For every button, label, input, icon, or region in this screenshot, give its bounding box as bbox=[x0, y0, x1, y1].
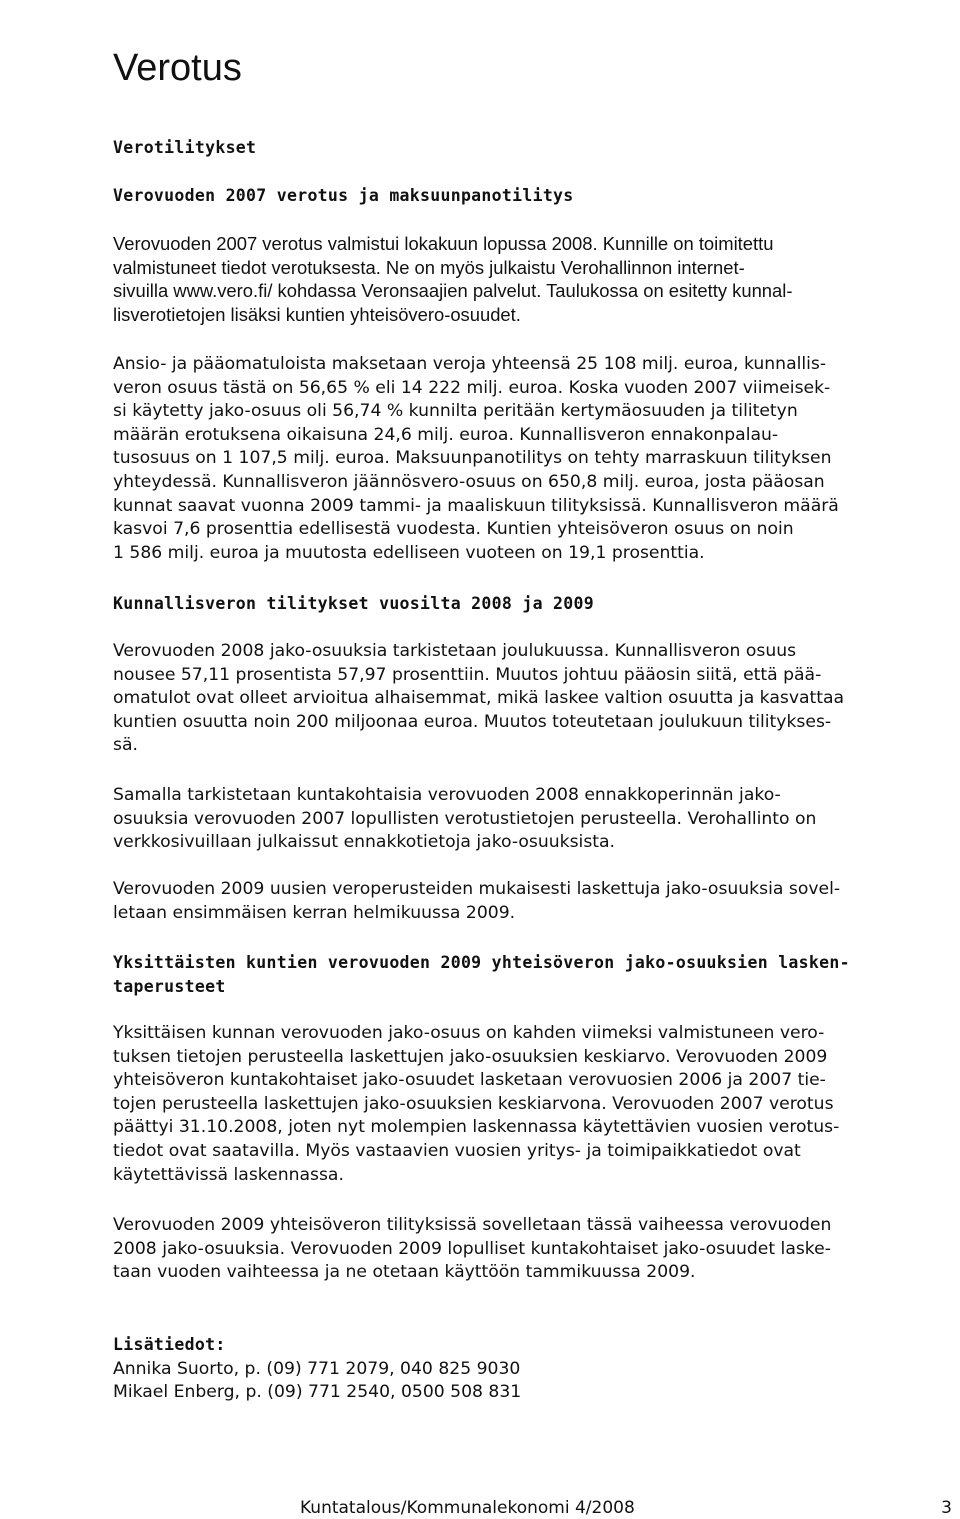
text-line: nousee 57,11 prosentista 57,97 prosenttiin. Muutos johtuu pääosin siitä, että pää- bbox=[113, 664, 822, 685]
text-line: tiedot ovat saatavilla. Myös vastaavien vuosien yritys- ja toimipaikkatiedot ovat bbox=[113, 1140, 801, 1161]
section1-paragraph-1 bbox=[113, 232, 951, 326]
section-label: Verotilitykset bbox=[113, 138, 257, 157]
text-line: tuksen tietojen perusteella laskettujen jako-osuuksien keskiarvo. Verovuoden 2009 bbox=[113, 1046, 828, 1067]
text-line: 2008 jako-osuuksia. Verovuoden 2009 lopulliset kuntakohtaiset jako-osuudet laske- bbox=[113, 1238, 831, 1259]
text-line: Ansio- ja pääomatuloista maksetaan veroja yhteensä 25 108 milj. euroa, kunnallis- bbox=[113, 354, 827, 374]
section1-paragraph-2 bbox=[113, 353, 951, 565]
text-line: taan vuoden vaihteessa ja ne otetaan käyttöön tammikuussa 2009. bbox=[113, 1262, 696, 1283]
publication-name: Kuntatalous/Kommunalekonomi 4/2008 bbox=[300, 1498, 635, 1518]
text-line: si käytetty jako-osuus oli 56,74 % kunnilta peritään kertymäosuuden ja tilitetyn bbox=[113, 401, 798, 422]
text-line: kunnat saavat vuonna 2009 tammi- ja maaliskuun tilityksissä. Kunnallisveron määrä bbox=[113, 495, 839, 516]
text-line: yhteisöveron kuntakohtaiset jako-osuudet lasketaan verovuosien 2006 ja 2007 tie- bbox=[113, 1070, 826, 1091]
text-line: kuntien osuutta noin 200 miljoonaa euroa. Muutos toteutetaan joulukuun tilitykses- bbox=[113, 711, 832, 732]
heading-line: Yksittäisten kuntien verovuoden 2009 yhteisöveron jako-osuuksien lasken- bbox=[113, 953, 850, 972]
text-line: kasvoi 7,6 prosenttia edellisestä vuodesta. Kuntien yhteisöveron osuus on noin bbox=[113, 519, 794, 540]
text-line: tojen perusteella laskettujen jako-osuuksien keskiarvona. Verovuoden 2007 verotus bbox=[113, 1093, 834, 1114]
page-title: Verotus bbox=[113, 47, 242, 89]
text-line: Verovuoden 2008 jako-osuuksia tarkistetaan joulukuussa. Kunnallisveron osuus bbox=[113, 641, 797, 661]
section1-heading: Verovuoden 2007 verotus ja maksuunpanotilitys bbox=[113, 186, 574, 205]
text-line: osuuksia verovuoden 2007 lopullisten verotustietojen perusteella. Verohallinto on bbox=[113, 808, 817, 829]
text-line: sä. bbox=[113, 735, 138, 756]
section2-paragraph-2 bbox=[113, 784, 951, 855]
section2-paragraph-3 bbox=[113, 878, 951, 925]
contact-person: Annika Suorto, p. (09) 771 2079, 040 825 9030 bbox=[113, 1358, 521, 1379]
text-line: Yksittäisen kunnan verovuoden jako-osuus on kahden viimeksi valmistuneen vero- bbox=[113, 1023, 825, 1043]
contact-info bbox=[113, 1333, 521, 1405]
text-line: Verovuoden 2009 uusien veroperusteiden mukaisesti laskettuja jako-osuuksia sovel- bbox=[113, 879, 841, 899]
text-line: omatulot ovat olleet arvioitua alhaisemmat, mikä laskee valtion osuutta ja kasvattaa bbox=[113, 688, 845, 709]
text-line: veron osuus tästä on 56,65 % eli 14 222 milj. euroa. Koska vuoden 2007 viimeisek- bbox=[113, 377, 831, 398]
contact-person: Mikael Enberg, p. (09) 771 2540, 0500 508 831 bbox=[113, 1382, 522, 1403]
section3-paragraph-2 bbox=[113, 1214, 951, 1285]
text-line: Verovuoden 2009 yhteisöveron tilityksissä sovelletaan tässä vaiheessa verovuoden bbox=[113, 1215, 832, 1235]
text-line: letaan ensimmäisen kerran helmikuussa 2009. bbox=[113, 902, 516, 923]
text-line: sivuilla www.vero.fi/ kohdassa Veronsaajien palvelut. Taulukossa on esitetty kunnal- bbox=[113, 280, 793, 302]
text-line: päättyi 31.10.2008, joten nyt molempien laskennassa käytettävien vuosien verotus- bbox=[113, 1117, 840, 1138]
section2-heading: Kunnallisveron tilitykset vuosilta 2008 ja 2009 bbox=[113, 594, 594, 613]
text-line: lisverotietojen lisäksi kuntien yhteisövero-osuudet. bbox=[113, 303, 521, 325]
section3-paragraph-1 bbox=[113, 1022, 951, 1187]
contact-label: Lisätiedot: bbox=[113, 1335, 226, 1354]
text-line: käytettävissä laskennassa. bbox=[113, 1164, 344, 1185]
text-line: Verovuoden 2007 verotus valmistui lokakuun lopussa 2008. Kunnille on toimitettu bbox=[113, 233, 774, 254]
text-line: tusosuus on 1 107,5 milj. euroa. Maksuunpanotilitys on tehty marraskuun tilityksen bbox=[113, 448, 832, 469]
text-line: määrän erotuksena oikaisuna 24,6 milj. euroa. Kunnallisveron ennakonpalau- bbox=[113, 424, 779, 445]
text-line: 1 586 milj. euroa ja muutosta edelliseen vuoteen on 19,1 prosenttia. bbox=[113, 542, 705, 563]
text-line: Samalla tarkistetaan kuntakohtaisia verovuoden 2008 ennakkoperinnän jako- bbox=[113, 785, 781, 805]
text-line: verkkosivuillaan julkaissut ennakkotietoja jako-osuuksista. bbox=[113, 832, 616, 853]
section3-heading bbox=[113, 951, 951, 999]
page-number: 3 bbox=[941, 1498, 952, 1518]
text-line: valmistuneet tiedot verotuksesta. Ne on myös julkaistu Verohallinnon internet- bbox=[113, 256, 745, 278]
heading-line: taperusteet bbox=[113, 977, 226, 996]
text-line: yhteydessä. Kunnallisveron jäännösvero-osuus on 650,8 milj. euroa, josta pääosan bbox=[113, 471, 825, 492]
section2-paragraph-1 bbox=[113, 640, 951, 758]
